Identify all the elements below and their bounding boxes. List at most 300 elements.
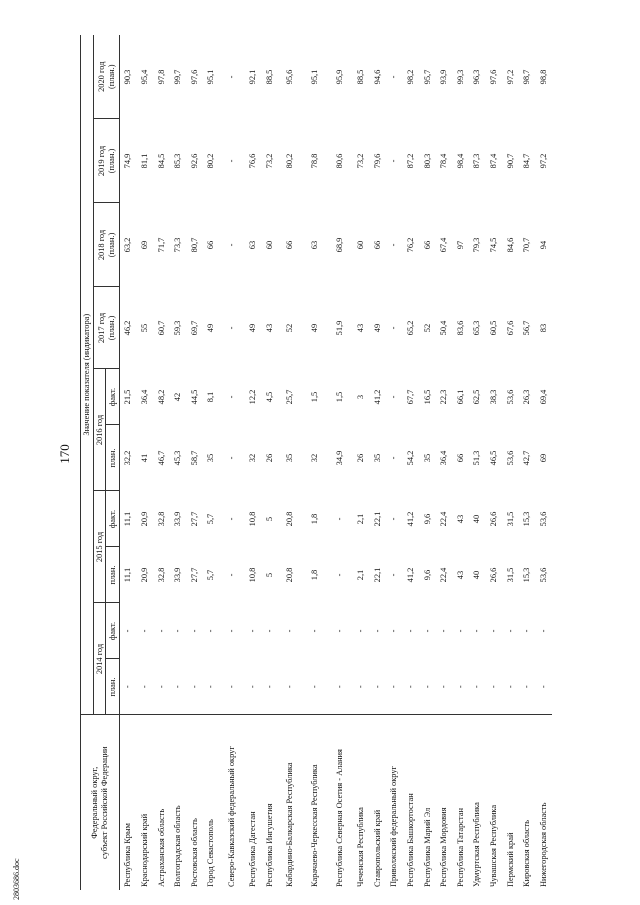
value-cell: 2,1 <box>356 513 366 525</box>
region-name-cell: Чеченская Республика <box>353 715 370 890</box>
value-cell: 42 <box>173 392 183 402</box>
value-cell: 15,3 <box>522 567 532 583</box>
region-name-cell: Республика Башкортостан <box>403 715 420 890</box>
value-cell: 31,5 <box>505 567 515 583</box>
value-cell: - <box>310 629 320 633</box>
value-cell: 55 <box>140 323 150 333</box>
value-cell: - <box>227 75 237 79</box>
table-row <box>137 35 154 890</box>
region-name-cell: Астраханская область <box>153 715 170 890</box>
value-cell: 66 <box>206 240 216 250</box>
value-cell: - <box>389 243 399 247</box>
value-cell: 34,9 <box>335 450 345 466</box>
value-cell: 71,7 <box>156 237 166 253</box>
value-cell: 83 <box>538 323 548 333</box>
value-cell: 67,7 <box>406 389 415 405</box>
value-cell: 36,4 <box>439 450 449 466</box>
value-cell: 97 <box>455 240 465 250</box>
value-cell: 46,5 <box>488 450 498 466</box>
value-cell: 26,6 <box>488 511 498 527</box>
table-row <box>220 35 245 890</box>
value-cell: 60 <box>264 240 274 250</box>
value-cell: 73,2 <box>264 153 274 169</box>
region-name-cell: Пермский край <box>502 715 519 890</box>
value-cell: - <box>522 685 532 689</box>
value-cell: - <box>472 685 482 689</box>
value-cell: 53,6 <box>505 389 515 405</box>
region-name-cell: Республика Ингушетия <box>261 715 278 890</box>
value-cell: 20,9 <box>140 511 150 527</box>
value-cell: 20,8 <box>285 567 295 583</box>
value-cell: 63 <box>248 240 258 250</box>
table-row <box>452 35 469 890</box>
value-cell: - <box>227 629 237 633</box>
table-row <box>436 35 453 890</box>
value-cell: 9,6 <box>422 513 432 525</box>
table-row <box>519 35 536 890</box>
value-cell: 26 <box>264 453 274 463</box>
value-cell: 95,1 <box>310 69 320 85</box>
value-cell: 79,6 <box>372 153 382 169</box>
value-cell: 56,7 <box>522 320 532 336</box>
table-body <box>120 35 552 890</box>
value-cell: 32 <box>310 453 320 463</box>
value-cell: 74,5 <box>488 237 498 253</box>
value-cell: 95,9 <box>335 69 345 85</box>
value-cell: 51,3 <box>472 450 482 466</box>
value-cell: - <box>406 629 415 633</box>
region-name-cell: Чувашская Республика <box>486 715 503 890</box>
value-cell: 95,6 <box>285 69 295 85</box>
value-cell: 10,8 <box>248 511 258 527</box>
value-cell: - <box>335 573 345 577</box>
value-cell: - <box>439 629 449 633</box>
value-cell: - <box>389 75 399 79</box>
value-cell: 35 <box>206 453 216 463</box>
value-cell: 99,3 <box>455 69 465 85</box>
value-cell: 97,6 <box>189 69 199 85</box>
value-cell: 52 <box>285 323 295 333</box>
value-cell: 41,2 <box>406 511 415 527</box>
value-cell: 94,6 <box>372 69 382 85</box>
value-cell: 43 <box>264 323 274 333</box>
value-cell: - <box>335 517 345 521</box>
year-2016-header: 2016 год <box>94 369 106 491</box>
value-cell: - <box>505 629 515 633</box>
value-cell: 98,7 <box>522 69 532 85</box>
region-name-cell: Нижегородская область <box>535 715 552 890</box>
value-cell: 26,6 <box>488 567 498 583</box>
value-cell: 35 <box>372 453 382 463</box>
value-cell: 97,2 <box>538 153 548 169</box>
value-cell: 88,5 <box>356 69 366 85</box>
value-cell: 4,5 <box>264 391 274 403</box>
value-cell: - <box>227 243 237 247</box>
value-cell: - <box>472 629 482 633</box>
indicator-header: Значение показателя (индикатора) <box>81 35 94 715</box>
value-cell: 95,7 <box>422 69 432 85</box>
value-cell: 22,1 <box>372 511 382 527</box>
value-cell: - <box>389 573 399 577</box>
value-cell: - <box>123 685 133 689</box>
value-cell: 69 <box>538 453 548 463</box>
value-cell: 68,9 <box>335 237 345 253</box>
value-cell: - <box>248 629 258 633</box>
value-cell: 46,7 <box>156 450 166 466</box>
value-cell: 22,4 <box>439 567 449 583</box>
value-cell: 78,8 <box>310 153 320 169</box>
region-name-cell: Кировская область <box>519 715 536 890</box>
value-cell: 69,4 <box>538 389 548 405</box>
region-name-cell: Волгоградская область <box>170 715 187 890</box>
value-cell: 74,9 <box>123 153 133 169</box>
year-2019-header <box>94 119 120 203</box>
value-cell: 97,6 <box>488 69 498 85</box>
value-cell: 73,3 <box>173 237 183 253</box>
value-cell: 88,5 <box>264 69 274 85</box>
value-cell: 22,1 <box>372 567 382 583</box>
value-cell: - <box>227 326 237 330</box>
value-cell: 48,2 <box>156 389 166 405</box>
value-cell: 32,8 <box>156 511 166 527</box>
value-cell: 15,3 <box>522 511 532 527</box>
plan-2016-header: план. <box>106 425 120 491</box>
region-name-cell: Ростовская область <box>186 715 203 890</box>
fact-2014-header: факт. <box>106 603 120 659</box>
value-cell: 10,8 <box>248 567 258 583</box>
value-cell: - <box>538 685 548 689</box>
value-cell: 51,9 <box>335 320 345 336</box>
value-cell: - <box>488 685 498 689</box>
value-cell: - <box>206 629 216 633</box>
value-cell: 76,2 <box>406 237 415 253</box>
value-cell: 49 <box>372 323 382 333</box>
value-cell: - <box>389 159 399 163</box>
value-cell: 20,9 <box>140 567 150 583</box>
value-cell: 73,2 <box>356 153 366 169</box>
value-cell: 11,1 <box>123 511 133 527</box>
table-row <box>353 35 370 890</box>
value-cell: 79,3 <box>472 237 482 253</box>
value-cell: 84,6 <box>505 237 515 253</box>
year-2020-header <box>94 35 120 119</box>
page-number: 170 <box>57 444 72 464</box>
table-row <box>419 35 436 890</box>
value-cell: 66 <box>455 453 465 463</box>
table-row <box>278 35 303 890</box>
table-row <box>261 35 278 890</box>
value-cell: 90,3 <box>123 69 133 85</box>
region-header-text: Федеральный округ, субъект Российской Федерации <box>90 746 109 859</box>
region-name-cell: Республика Татарстан <box>452 715 469 890</box>
value-cell: 90,7 <box>505 153 515 169</box>
value-cell: 65,2 <box>406 320 415 336</box>
value-cell: 97,8 <box>156 69 166 85</box>
value-cell: 81,1 <box>140 153 150 169</box>
value-cell: 43 <box>455 570 465 580</box>
value-cell: 92,6 <box>189 153 199 169</box>
value-cell: 12,2 <box>248 389 258 405</box>
year-2020-text: 2020 год (план.) <box>96 61 116 92</box>
value-cell: 1,5 <box>310 391 320 403</box>
value-cell: 52 <box>422 323 432 333</box>
value-cell: - <box>439 685 449 689</box>
year-2017-text: 2017 год (план.) <box>96 312 116 344</box>
value-cell: 66 <box>422 240 432 250</box>
rotated-table-container <box>80 35 635 890</box>
value-cell: - <box>389 517 399 521</box>
value-cell: - <box>285 629 295 633</box>
year-2017-header <box>94 287 120 369</box>
table-row <box>328 35 353 890</box>
value-cell: 2,1 <box>356 569 366 581</box>
value-cell: 40 <box>472 514 482 524</box>
value-cell: 63 <box>310 240 320 250</box>
value-cell: 87,2 <box>406 153 415 169</box>
value-cell: - <box>140 629 150 633</box>
value-cell: 41 <box>140 453 150 463</box>
value-cell: 9,6 <box>422 569 432 581</box>
value-cell: 32 <box>248 453 258 463</box>
value-cell: 32,8 <box>156 567 166 583</box>
value-cell: 22,3 <box>439 389 449 405</box>
value-cell: - <box>406 685 415 689</box>
region-name-cell: Республика Северная Осетия - Алания <box>328 715 353 890</box>
value-cell: 99,7 <box>173 69 183 85</box>
value-cell: - <box>264 685 274 689</box>
table-row <box>469 35 486 890</box>
table-row <box>403 35 420 890</box>
value-cell: - <box>227 456 237 460</box>
value-cell: 22,4 <box>439 511 449 527</box>
value-cell: - <box>389 395 399 399</box>
value-cell: - <box>372 685 382 689</box>
value-cell: 95,4 <box>140 69 150 85</box>
value-cell: 65,3 <box>472 320 482 336</box>
value-cell: 49 <box>206 323 216 333</box>
value-cell: 11,1 <box>123 567 133 583</box>
table-row <box>386 35 403 890</box>
value-cell: - <box>285 685 295 689</box>
value-cell: 32,2 <box>123 450 133 466</box>
value-cell: 80,6 <box>335 153 345 169</box>
value-cell: 63,2 <box>123 237 133 253</box>
value-cell: 93,9 <box>439 69 449 85</box>
fact-2016-header: факт. <box>106 369 120 425</box>
value-cell: 46,2 <box>123 320 133 336</box>
table-row <box>486 35 503 890</box>
value-cell: - <box>389 629 399 633</box>
value-cell: 98,2 <box>406 69 415 85</box>
value-cell: 49 <box>248 323 258 333</box>
value-cell: 84,7 <box>522 153 532 169</box>
value-cell: 67,6 <box>505 320 515 336</box>
region-name-cell: Кабардино-Балкарская Республика <box>278 715 303 890</box>
value-cell: - <box>227 395 237 399</box>
value-cell: - <box>264 629 274 633</box>
value-cell: - <box>389 685 399 689</box>
region-name-cell: Приволжский федеральный округ <box>386 715 403 890</box>
value-cell: 98,8 <box>538 69 548 85</box>
value-cell: 5,7 <box>206 569 216 581</box>
value-cell: - <box>227 573 237 577</box>
value-cell: 95,1 <box>206 69 216 85</box>
year-2019-text: 2019 год (план.) <box>96 145 116 177</box>
value-cell: 83,6 <box>455 320 465 336</box>
value-cell: 36,4 <box>140 389 150 405</box>
value-cell: 76,6 <box>248 153 258 169</box>
value-cell: 43 <box>455 514 465 524</box>
year-2014-header: 2014 год <box>94 603 106 715</box>
value-cell: - <box>538 629 548 633</box>
value-cell: - <box>422 629 432 633</box>
plan-2014-header: план. <box>106 659 120 715</box>
value-cell: 44,5 <box>189 389 199 405</box>
region-column-header <box>81 715 120 890</box>
value-cell: 49 <box>310 323 320 333</box>
value-cell: - <box>227 685 237 689</box>
value-cell: - <box>227 517 237 521</box>
region-name-cell: Республика Дагестан <box>245 715 262 890</box>
region-name-cell: Республика Марий Эл <box>419 715 436 890</box>
value-cell: 41,2 <box>372 389 382 405</box>
value-cell: - <box>389 456 399 460</box>
value-cell: 70,7 <box>522 237 532 253</box>
region-name-cell: Удмуртская Республика <box>469 715 486 890</box>
value-cell: 53,6 <box>538 567 548 583</box>
value-cell: 78,4 <box>439 153 449 169</box>
value-cell: - <box>189 685 199 689</box>
value-cell: 87,4 <box>488 153 498 169</box>
table-row <box>245 35 262 890</box>
value-cell: - <box>248 685 258 689</box>
value-cell: 33,9 <box>173 511 183 527</box>
value-cell: 1,8 <box>310 513 320 525</box>
value-cell: 87,3 <box>472 153 482 169</box>
year-2015-header: 2015 год <box>94 491 106 603</box>
value-cell: 98,4 <box>455 153 465 169</box>
value-cell: 33,9 <box>173 567 183 583</box>
table-row <box>186 35 203 890</box>
value-cell: 69,7 <box>189 320 199 336</box>
value-cell: 35 <box>285 453 295 463</box>
year-2018-text: 2018 год (план.) <box>96 229 116 261</box>
value-cell: 35 <box>422 453 432 463</box>
region-name-cell: Карачаево-Черкесская Республика <box>303 715 328 890</box>
table-row <box>170 35 187 890</box>
value-cell: - <box>522 629 532 633</box>
value-cell: - <box>156 685 166 689</box>
value-cell: 42,7 <box>522 450 532 466</box>
region-name-cell: Ставропольский край <box>369 715 386 890</box>
value-cell: - <box>422 685 432 689</box>
value-cell: - <box>227 159 237 163</box>
value-cell: - <box>173 629 183 633</box>
table-row <box>303 35 328 890</box>
value-cell: 1,8 <box>310 569 320 581</box>
value-cell: - <box>505 685 515 689</box>
value-cell: 62,5 <box>472 389 482 405</box>
value-cell: 94 <box>538 240 548 250</box>
region-name-cell: Республика Мордовия <box>436 715 453 890</box>
value-cell: 96,3 <box>472 69 482 85</box>
value-cell: - <box>488 629 498 633</box>
value-cell: 54,2 <box>406 450 415 466</box>
value-cell: 67,4 <box>439 237 449 253</box>
value-cell: 43 <box>356 323 366 333</box>
value-cell: - <box>455 629 465 633</box>
value-cell: - <box>173 685 183 689</box>
value-cell: 80,7 <box>189 237 199 253</box>
table-row <box>535 35 552 890</box>
value-cell: 3 <box>356 394 366 400</box>
value-cell: 85,3 <box>173 153 183 169</box>
value-cell: 38,3 <box>488 389 498 405</box>
table-row <box>153 35 170 890</box>
value-cell: 60 <box>356 240 366 250</box>
value-cell: 25,7 <box>285 389 295 405</box>
value-cell: 20,8 <box>285 511 295 527</box>
value-cell: - <box>310 685 320 689</box>
value-cell: 45,3 <box>173 450 183 466</box>
value-cell: 59,3 <box>173 320 183 336</box>
value-cell: - <box>356 629 366 633</box>
value-cell: - <box>206 685 216 689</box>
value-cell: 40 <box>472 570 482 580</box>
value-cell: - <box>189 629 199 633</box>
value-cell: 80,3 <box>422 153 432 169</box>
value-cell: 60,5 <box>488 320 498 336</box>
value-cell: 66 <box>285 240 295 250</box>
value-cell: 80,2 <box>206 153 216 169</box>
value-cell: 69 <box>140 240 150 250</box>
value-cell: 92,1 <box>248 69 258 85</box>
value-cell: 66 <box>372 240 382 250</box>
value-cell: - <box>140 685 150 689</box>
table-header <box>81 35 120 890</box>
year-2018-header <box>94 203 120 287</box>
indicator-table <box>80 35 552 890</box>
value-cell: - <box>335 629 345 633</box>
value-cell: 41,2 <box>406 567 415 583</box>
value-cell: - <box>356 685 366 689</box>
table-row <box>502 35 519 890</box>
value-cell: 27,7 <box>189 511 199 527</box>
footer-file-code: 2803686.doc <box>12 858 21 900</box>
value-cell: - <box>335 685 345 689</box>
value-cell: - <box>123 629 133 633</box>
value-cell: 1,5 <box>335 391 345 403</box>
value-cell: 53,6 <box>538 511 548 527</box>
value-cell: 31,5 <box>505 511 515 527</box>
value-cell: 84,5 <box>156 153 166 169</box>
region-name-cell: Республика Крым <box>120 715 137 890</box>
value-cell: 53,6 <box>505 450 515 466</box>
value-cell: - <box>455 685 465 689</box>
value-cell: 50,4 <box>439 320 449 336</box>
fact-2015-header: факт. <box>106 491 120 547</box>
value-cell: - <box>156 629 166 633</box>
value-cell: 27,7 <box>189 567 199 583</box>
region-name-cell: Город Севастополь <box>203 715 220 890</box>
value-cell: 21,5 <box>123 389 133 405</box>
value-cell: 80,2 <box>285 153 295 169</box>
value-cell: 5,7 <box>206 513 216 525</box>
value-cell: 66,1 <box>455 389 465 405</box>
value-cell: 5 <box>264 572 274 578</box>
value-cell: 5 <box>264 516 274 522</box>
value-cell: 60,7 <box>156 320 166 336</box>
